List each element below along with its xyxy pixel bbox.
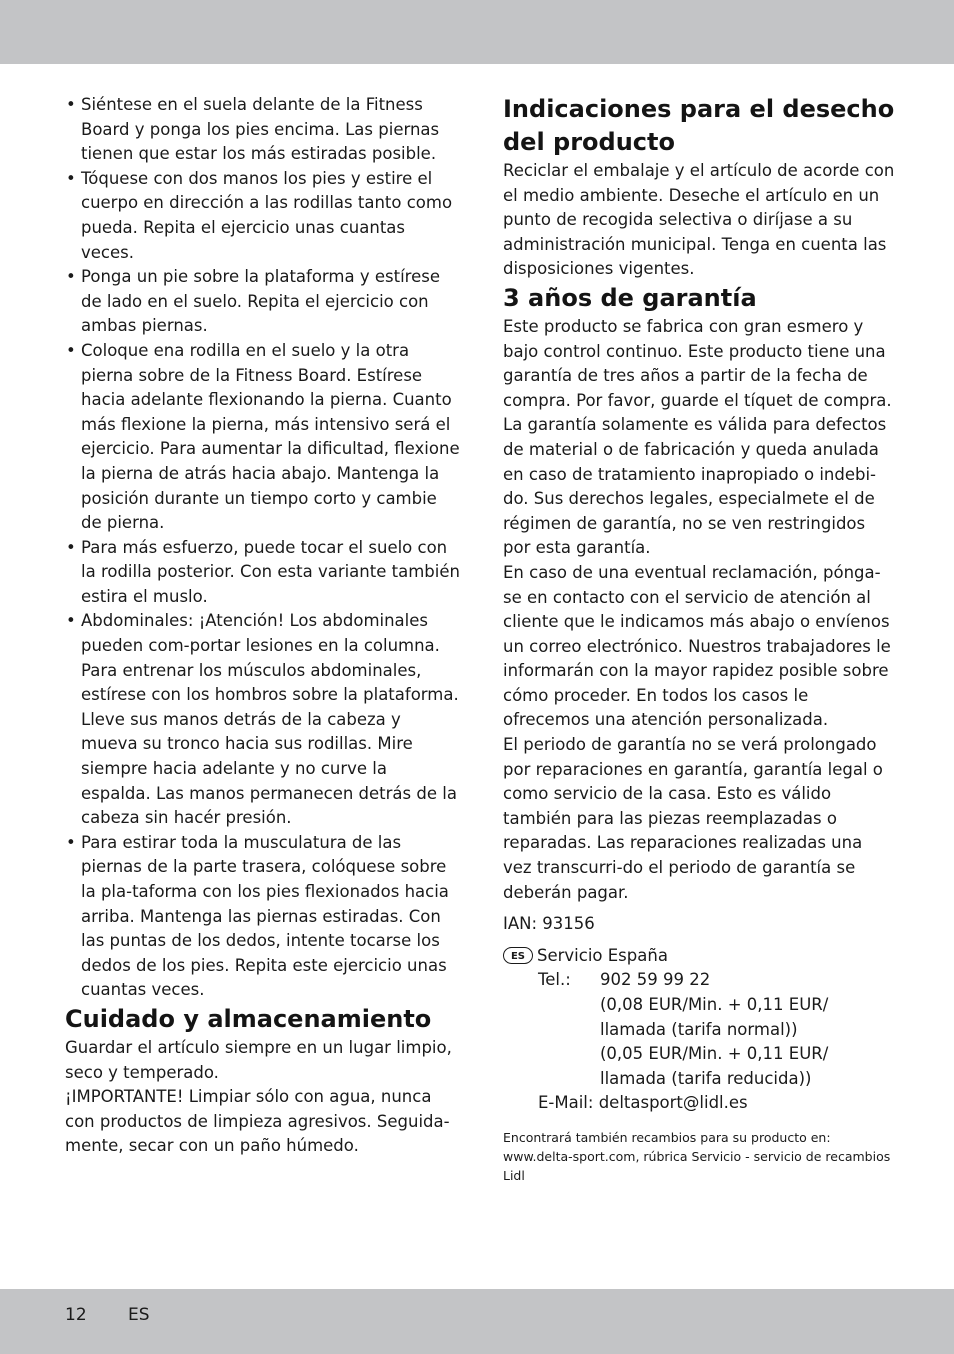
tel-number: 902 59 99 22 bbox=[600, 970, 711, 990]
desecho-heading: Indicaciones para el desecho del producto bbox=[503, 95, 895, 156]
right-column bbox=[503, 93, 895, 1197]
desecho-paragraph: Reciclar el embalaje y el artículo de acorde con el medio ambiente. Deseche el artículo en un punto de recogida selectiva o diríjase a su administración municipal. Tenga en cuenta las disposiciones vigentes. bbox=[503, 161, 895, 279]
list-item: • Abdominales: ¡Atención! Los abdominales pueden com-portar lesiones en la columna. Para entrenar los músculos abdominales, estírese con los hombros sobre la plataforma. Lleve sus manos detrás de la cabeza y mueva su tronco hacia sus rodillas. Mire siempre hacia adelante y no curve la espalda. Las manos permanecen detrás de la cabeza sin hacér presión. bbox=[65, 609, 460, 830]
service-block bbox=[503, 944, 895, 1116]
garantia-paragraph-1: Este producto se fabrica con gran esmero y bajo control continuo. Este producto tiene una garantía de tres años a partir de la fecha de compra. Por favor, guarde el tíquet de compra. La garantía solamente es válida para defectos de material o de fabricación y queda anulada en caso de tratamiento inapropiado o indebi-do. Sus derechos legales, especialmete el de régimen de garantía, no se ven restringidos por esta garantía. bbox=[503, 316, 892, 558]
language-code: ES bbox=[128, 1305, 150, 1325]
spare-parts-note: Encontrará también recambios para su producto en: www.delta-sport.com, rúbrica Servicio - servicio de recambios Lidl bbox=[503, 1129, 891, 1183]
tel-rate-line: (0,05 EUR/Min. + 0,11 EUR/ bbox=[600, 1044, 829, 1064]
list-item: • Ponga un pie sobre la plataforma y estírese de lado en el suelo. Repita el ejercicio con ambas piernas. bbox=[65, 265, 460, 339]
tel-rate-line: llamada (tarifa reducida)) bbox=[600, 1068, 812, 1088]
es-country-badge: ES bbox=[503, 947, 533, 964]
exercise-list bbox=[65, 93, 460, 1003]
tel-rate-line: (0,08 EUR/Min. + 0,11 EUR/ bbox=[600, 995, 829, 1014]
garantia-heading: 3 años de garantía bbox=[503, 283, 757, 312]
cuidado-heading: Cuidado y almacenamiento bbox=[65, 1004, 432, 1033]
tel-rate-line: llamada (tarifa normal)) bbox=[600, 1019, 798, 1039]
list-item: • Siéntese en el suela delante de la Fitness Board y ponga los pies encima. Las piernas tienen que estar los más estiradas posible. bbox=[65, 93, 460, 167]
service-email: E-Mail: deltasport@lidl.es bbox=[538, 1093, 748, 1113]
cuidado-paragraph-2: ¡IMPORTANTE! Limpiar sólo con agua, nunca con productos de limpieza agresivos. Seguida-mente, secar con un paño húmedo. bbox=[65, 1087, 450, 1156]
service-name: Servicio España bbox=[537, 945, 668, 965]
garantia-paragraph-3: El periodo de garantía no se verá prolongado por reparaciones en garantía, garantía legal o como servicio de la casa. Esto es válido también para las piezas reemplazadas o reparadas. Las reparaciones realizadas una vez transcurri-do el periodo de garantía se deberán pagar. bbox=[503, 735, 883, 902]
list-item: • Coloque ena rodilla en el suelo y la otra pierna sobre de la Fitness Board. Estírese hacia adelante flexionando la pierna. Cuanto más flexione la pierna, más intensivo será el ejercicio. Para aumentar la dificultad, flexione la pierna de atrás hacia abajo. Mantenga la posición durante un tiempo corto y cambie de pierna. bbox=[65, 339, 460, 536]
list-item: • Tóquese con dos manos los pies y estire el cuerpo en dirección a las rodillas tanto como pueda. Repita el ejercicio unas cuantas veces. bbox=[65, 167, 460, 265]
page-number: 12 bbox=[65, 1305, 87, 1325]
list-item: • Para más esfuerzo, puede tocar el suelo con la rodilla posterior. Con esta variante también estira el muslo. bbox=[65, 536, 460, 610]
ian-number: IAN: 93156 bbox=[503, 914, 595, 934]
tel-label: Tel.: bbox=[538, 970, 571, 990]
garantia-paragraph-2: En caso de una eventual reclamación, pónga-se en contacto con el servicio de atención al cliente que le indicamos más abajo o envíenos un correo electrónico. Nuestros trabajadores le informarán con la mayor rapidez posible sobre cómo proceder. En todos los casos le ofrecemos una atención personalizada. bbox=[503, 562, 891, 730]
list-item: • Para estirar toda la musculatura de las piernas de la parte trasera, colóquese sobre la pla-taforma con los pies flexionados hacia arriba. Mantenga las piernas estiradas. Con las puntas de los dedos, intente tocarse los dedos de los pies. Repita este ejercicio unas cuantas veces. bbox=[65, 831, 460, 1003]
telephone-block bbox=[503, 968, 895, 1091]
cuidado-paragraph-1: Guardar el artículo siempre en un lugar limpio, seco y temperado. bbox=[65, 1037, 452, 1082]
header-band bbox=[0, 0, 954, 64]
left-column bbox=[65, 93, 460, 1159]
